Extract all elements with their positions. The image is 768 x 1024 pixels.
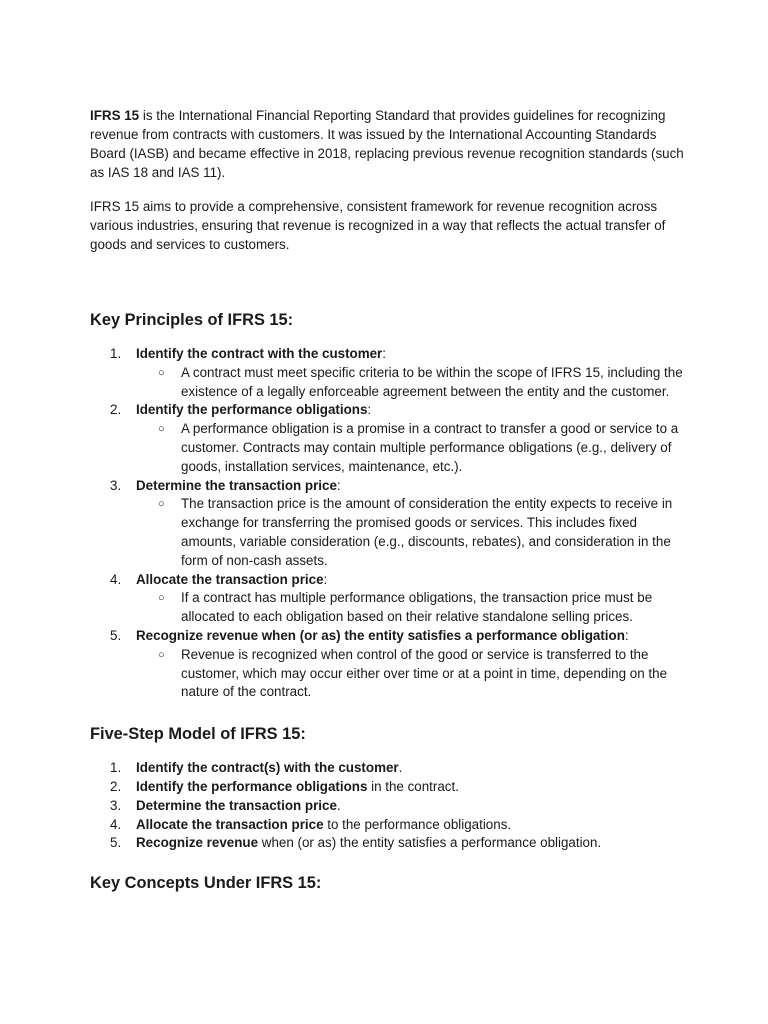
intro-text-1: is the International Financial Reporting Standard that provides guidelines for recognizing revenue from contracts with customers. It was issued by the International Accounting Standards Board (IASB) and became effective in 2018, replacing previous revenue recognition standards (such as IAS 18 and IAS 11).	[90, 108, 684, 180]
principle-item	[90, 401, 690, 476]
principle-detail	[90, 364, 690, 402]
document-page	[90, 106, 690, 894]
hollow-bullet-icon: ○	[158, 648, 165, 661]
hollow-bullet-icon: ○	[158, 498, 165, 511]
item-number: 3.	[110, 797, 122, 813]
step-item	[90, 816, 690, 835]
key-concepts-heading: Key Concepts Under IFRS 15:	[90, 874, 322, 893]
principle-suffix: :	[382, 346, 387, 361]
principle-detail	[90, 495, 690, 570]
item-number: 2.	[110, 778, 122, 794]
five-step-list	[90, 759, 690, 853]
step-title: Allocate the transaction price	[136, 816, 324, 832]
principles-list	[90, 345, 690, 702]
hollow-bullet-icon: ○	[158, 592, 165, 605]
principle-sublist	[136, 589, 690, 627]
step-text: to the performance obligations.	[323, 816, 512, 832]
principle-suffix: :	[624, 627, 629, 643]
item-number: 5.	[110, 835, 122, 851]
hollow-bullet-icon: ○	[158, 366, 165, 379]
item-number: 5.	[110, 627, 122, 643]
principle-detail	[90, 589, 690, 627]
principle-detail	[90, 646, 690, 702]
principles-heading: Key Principles of IFRS 15:	[90, 311, 294, 329]
principle-item	[90, 571, 690, 627]
principle-title: Determine the transaction price	[136, 477, 337, 493]
five-step-heading: Five-Step Model of IFRS 15:	[90, 725, 306, 744]
principle-detail-text: A contract must meet specific criteria to be within the scope of IFRS 15, including the existence of a legally enforceable agreement between the entity and the customer.	[181, 364, 683, 399]
step-text: when (or as) the entity satisfies a performance obligation.	[258, 835, 602, 851]
principle-title: Identify the performance obligations	[136, 402, 368, 418]
step-item	[90, 778, 690, 797]
principle-title: Allocate the transaction price	[136, 571, 324, 587]
principle-detail-text: If a contract has multiple performance obligations, the transaction price must be allocated to each obligation based on their relative standalone selling prices.	[181, 590, 653, 625]
step-title: Recognize revenue	[136, 835, 259, 851]
principle-detail-text: Revenue is recognized when control of the good or service is transferred to the customer, which may occur either over time or at a point in time, depending on the nature of the contract.	[181, 646, 668, 700]
principle-sublist	[136, 495, 690, 570]
principle-title: Recognize revenue when (or as) the entity satisfies a performance obligation	[136, 627, 625, 643]
principle-detail-text: The transaction price is the amount of consideration the entity expects to receive in exchange for transferring the promised goods or services. This includes fixed amounts, variable consideration (e.g., discounts, rebates), and consideration in the form of non-cash assets.	[181, 496, 673, 568]
step-item	[90, 797, 690, 816]
step-item	[90, 834, 690, 853]
item-number: 1.	[110, 760, 122, 776]
principle-sublist	[136, 646, 690, 702]
principle-item	[90, 477, 690, 571]
step-title: Determine the transaction price	[136, 797, 337, 813]
principle-suffix: :	[323, 571, 328, 587]
intro-paragraph-1	[90, 106, 690, 182]
intro-term: IFRS 15	[90, 108, 140, 123]
principle-suffix: :	[367, 402, 372, 418]
step-item	[90, 759, 690, 778]
step-title: Identify the contract(s) with the customer	[136, 760, 399, 776]
item-number: 2.	[110, 402, 122, 418]
principle-sublist	[136, 420, 690, 476]
intro-paragraph-2: IFRS 15 aims to provide a comprehensive, consistent framework for revenue recognition across various industries, ensuring that revenue is recognized in a way that reflects the actual transfer of goods and services to customers.	[90, 199, 666, 252]
principle-item	[90, 627, 690, 702]
item-number: 4.	[110, 571, 122, 587]
step-title: Identify the performance obligations	[136, 778, 368, 794]
item-number: 1.	[110, 346, 122, 361]
item-number: 4.	[110, 816, 122, 832]
principle-suffix: :	[336, 477, 341, 493]
principle-detail	[90, 420, 690, 476]
step-text: in the contract.	[367, 778, 459, 794]
step-text: .	[336, 797, 341, 813]
hollow-bullet-icon: ○	[158, 423, 165, 436]
principle-sublist	[136, 364, 690, 402]
principle-item	[90, 345, 690, 401]
principle-title: Identify the contract with the customer	[136, 346, 383, 361]
step-text: .	[398, 760, 403, 776]
principle-detail-text: A performance obligation is a promise in a contract to transfer a good or service to a customer. Contracts may contain multiple performance obligations (e.g., delivery of goods, installation services, maintenance, etc.).	[181, 421, 679, 474]
item-number: 3.	[110, 477, 122, 493]
